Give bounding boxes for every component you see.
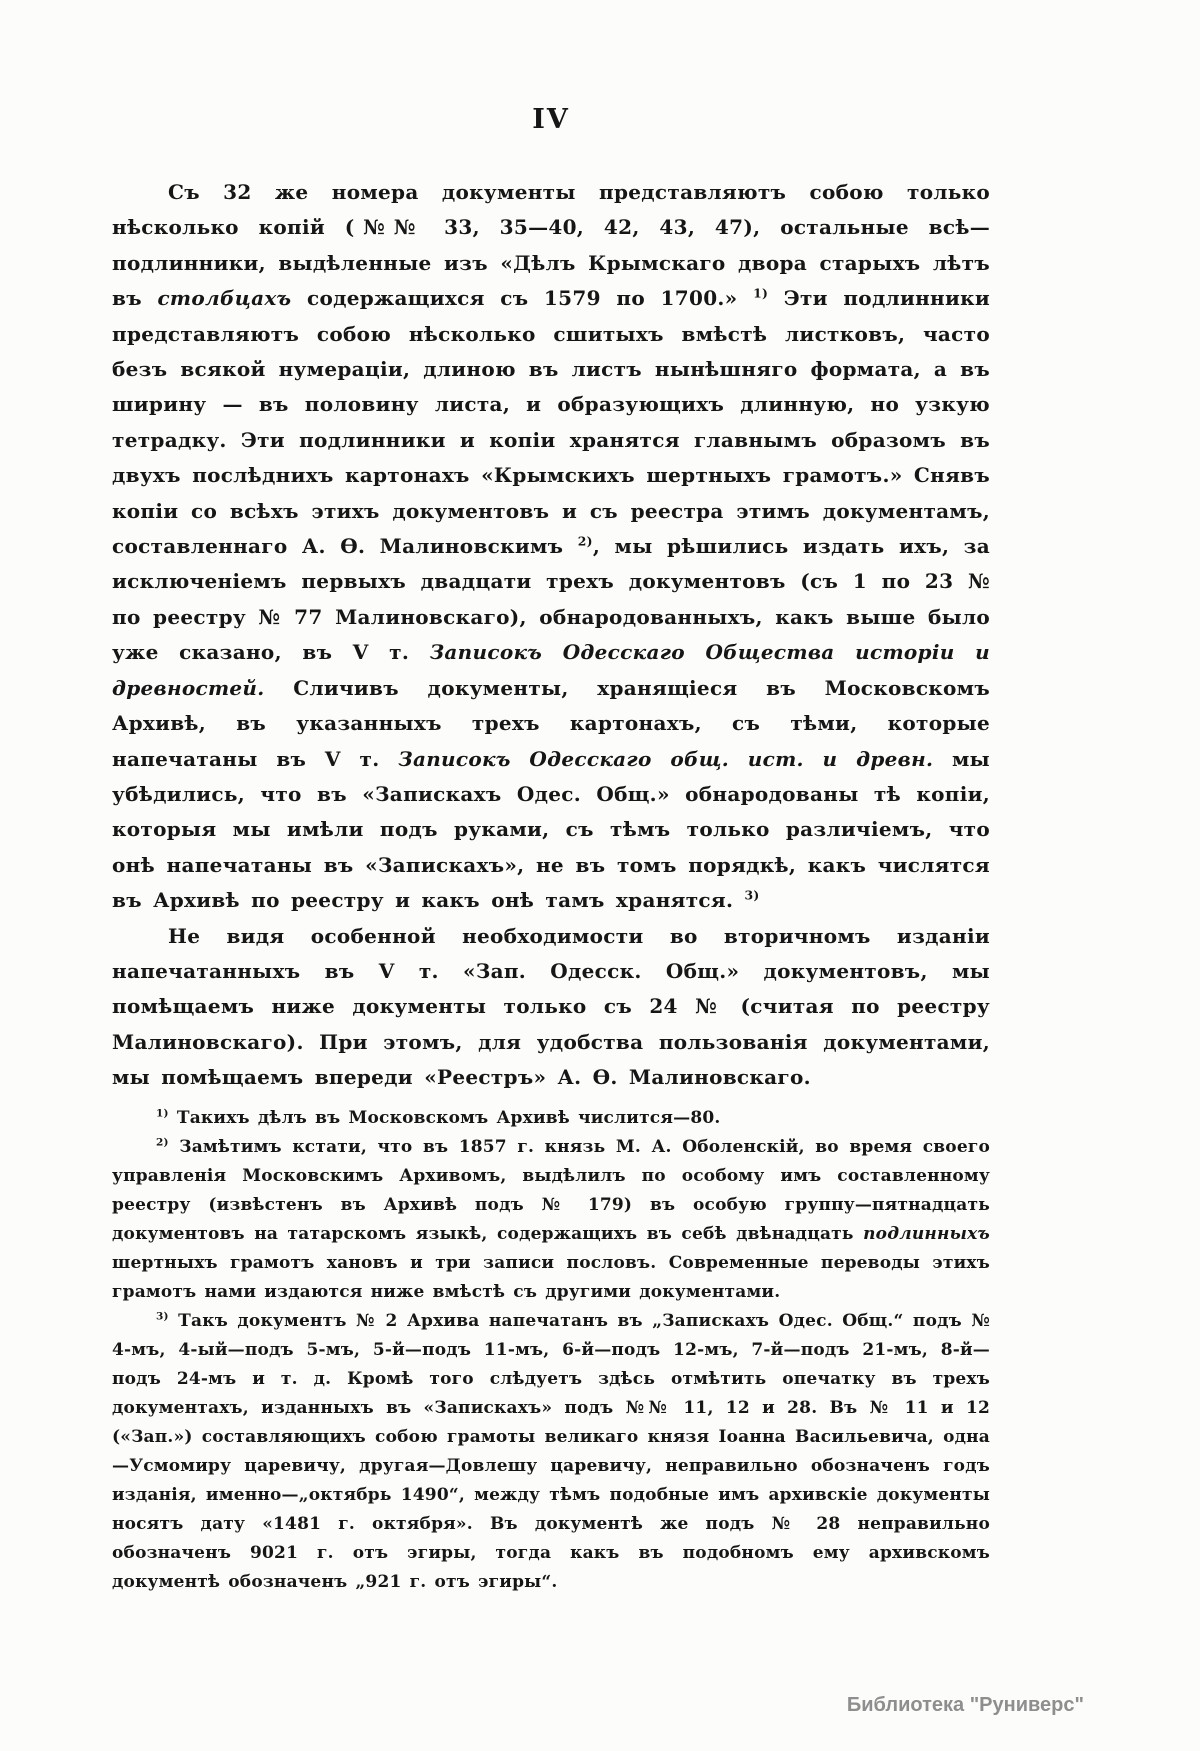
text-segment: , мы рѣшились издать ихъ, за исключеніемъ первыхъ двадцати трехъ документовъ (съ 1 по 23 № по реестру № 77 Малиновскаго), обнародованныхъ, какъ выше было уже сказано, въ V т. xyxy=(112,534,990,665)
text-segment: шертныхъ грамотъ хановъ и три записи пословъ. Современные переводы этихъ грамотъ нами издаются ниже вмѣстѣ съ другими документами. xyxy=(112,1252,990,1302)
text-segment: Замѣтимъ кстати, что въ 1857 г. князь М. А. Оболенскій, во время своего управленія Московскимъ Архивомъ, выдѣлилъ по особому имъ составленному реестру (извѣстенъ въ Архивѣ подъ № 179) въ особую группу—пятнадцать документовъ на татарскомъ языкѣ, содержащихъ въ себѣ двѣнадцать xyxy=(112,1136,990,1244)
text-segment: Съ 32 же номера документы представляютъ собою только нѣсколько копій (№№ 33, 35—40, 42, 43, 47), остальные всѣ—подлинники, выдѣленные изъ «Дѣлъ Крымскаго двора старыхъ лѣтъ въ xyxy=(112,180,990,311)
footnote-marker: 2) xyxy=(577,533,593,549)
text-segment: содержащихся съ 1579 по 1700.» xyxy=(291,286,754,311)
text-segment: подлинныхъ xyxy=(863,1223,990,1244)
page-content xyxy=(112,0,990,1597)
main-text xyxy=(112,175,990,1096)
footnote-marker: 3) xyxy=(744,887,760,903)
footnote-marker: 3) xyxy=(156,1309,169,1322)
paragraph xyxy=(112,175,990,919)
text-segment: Эти подлинники представляютъ собою нѣсколько сшитыхъ вмѣстѣ листковъ, часто безъ всякой нумераціи, длиною въ листъ нынѣшняго формата, а въ ширину — въ половину листа, и образующихъ длинную, но узкую тетрадку. Эти подлинники и копіи хранятся главнымъ образомъ въ двухъ послѣднихъ картонахъ «Крымскихъ шертныхъ грамотъ.» Снявъ копіи со всѣхъ этихъ документовъ и съ реестра этимъ документамъ, составленнаго А. Ѳ. Малиновскимъ xyxy=(112,286,990,559)
footnote xyxy=(112,1104,990,1133)
footnote-marker: 1) xyxy=(753,285,769,301)
text-segment: Не видя особенной необходимости во вторичномъ изданіи напечатанныхъ въ V т. «Зап. Одесск. Общ.» документовъ, мы помѣщаемъ ниже документы только съ 24 № (считая по реестру Малиновскаго). При этомъ, для удобства пользованія документами, мы помѣщаемъ впереди «Реестръ» А. Ѳ. Малиновскаго. xyxy=(112,923,990,1090)
text-segment: Сличивъ документы, хранящіеся въ Московскомъ Архивѣ, въ указанныхъ трехъ картонахъ, съ тѣми, которые напечатаны въ V т. xyxy=(112,675,990,771)
text-segment: Такъ документъ № 2 Архива напечатанъ въ „Запискахъ Одес. Общ.“ подъ № 4-мъ, 4-ый—подъ 5-мъ, 5-й—подъ 11-мъ, 6-й—подъ 12-мъ, 7-й—подъ 21-мъ, 8-й—подъ 24-мъ и т. д. Кромѣ того слѣдуетъ здѣсь отмѣтить опечатку въ трехъ документахъ, изданныхъ въ «Запискахъ» подъ №№ 11, 12 и 28. Въ № 11 и 12 («Зап.») составляющихъ собою грамоты великаго князя Іоанна Васильевича, одна—Усмомиру царевичу, другая—Довлешу царевичу, неправильно обозначенъ годъ изданія, именно—„октябрь 1490“, между тѣмъ подобные имъ архивскіе документы носятъ дату «1481 г. октября». Въ документѣ же подъ № 28 неправильно обозначенъ 9021 г. отъ эгиры, тогда какъ въ подобномъ ему архивскомъ документѣ обозначенъ „921 г. отъ эгиры“. xyxy=(112,1310,990,1592)
watermark: Библиотека "Руниверс" xyxy=(846,1694,1084,1716)
footnote xyxy=(112,1133,990,1307)
footnote xyxy=(112,1307,990,1597)
text-segment: мы убѣдились, что въ «Запискахъ Одес. Общ.» обнародованы тѣ копіи, которыя мы имѣли подъ руками, съ тѣмъ только различіемъ, что онѣ напечатаны въ «Запискахъ», не въ томъ порядкѣ, какъ числятся въ Архивѣ по реестру и какъ онѣ тамъ хранятся. xyxy=(112,746,991,913)
footnotes xyxy=(112,1104,990,1597)
paragraph xyxy=(112,919,990,1096)
footnote-marker: 2) xyxy=(156,1135,169,1148)
text-segment: Записокъ Одесскаго Общества исторіи и древностей. xyxy=(112,640,990,700)
page-number: IV xyxy=(532,104,570,135)
text-segment: столбцахъ xyxy=(157,286,292,311)
text-segment: Такихъ дѣлъ въ Московскомъ Архивѣ числится—80. xyxy=(168,1107,721,1128)
footnote-marker: 1) xyxy=(156,1106,169,1119)
text-segment: Записокъ Одесскаго общ. ист. и древн. xyxy=(398,746,934,771)
